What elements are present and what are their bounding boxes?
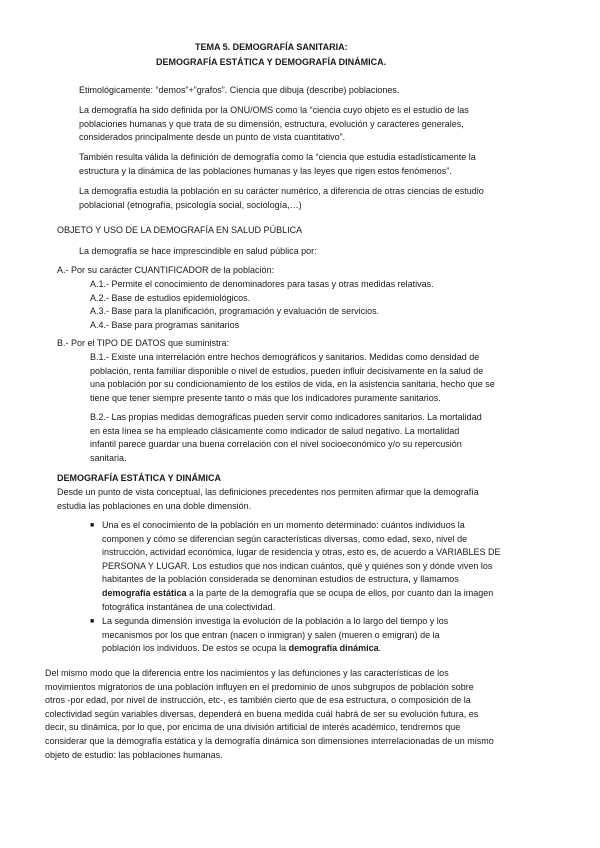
- text-line: La segunda dimensión investiga la evolución de la población a lo largo del tiempo y los: [102, 616, 449, 626]
- text-line: poblaciones humanas y que trata de su dimensión, estructura, evolución y caracteres generales,: [79, 118, 464, 129]
- text-line: La demografía ha sido definida por la ONU/OMS como la “ciencia cuyo objeto es el estudio de las: [79, 105, 469, 115]
- text-line: considerados principalmente desde un punto de vista cuantitativo”.: [79, 132, 346, 143]
- text-line: estructura y la dinámica de las poblaciones humanas y las leyes que rigen estos fenómenos”.: [79, 165, 452, 176]
- text-line: Desde un punto de vista conceptual, las definiciones precedentes nos permiten afirmar que la demografía: [57, 487, 479, 497]
- text-line: considerar que la demografía estática y la demografía dinámica son dimensiones interrelacionadas de un mismo: [45, 735, 494, 746]
- text-line: poblacional (etnografía, psicología social, sociología,…): [79, 199, 302, 210]
- text-line: infantil parece guardar una buena correlación con el nivel socioeconómico y/o su repercusión: [90, 439, 462, 450]
- text-line: [102, 642, 448, 656]
- list-item: A.3.- Base para la planificación, programación y evaluación de servicios.: [90, 306, 380, 317]
- text-line: estudia las poblaciones en una doble dimensión.: [57, 500, 252, 511]
- intro-definition-onu: [79, 104, 469, 145]
- text-line: B.2.- Las propias medidas demográficas pueden servir como indicadores sanitarios. La mortalidad: [90, 412, 482, 422]
- text-span: a la parte de la demografía que se ocupa de ellos, por cuanto dan la imagen: [186, 587, 494, 598]
- text-line: La demografía estudia la población en su carácter numérico, a diferencia de otras ciencias de estudio: [79, 186, 484, 196]
- text-span: .: [378, 643, 382, 654]
- intro-definition-statistics: [79, 151, 476, 178]
- b2-paragraph: [90, 411, 482, 465]
- text-line: mecanismos por los que entran (nacen o inmigran) y salen (mueren o emigran) de la: [102, 629, 440, 640]
- title-line-2: DEMOGRAFÍA ESTÁTICA Y DEMOGRAFÍA DINÁMICA.: [156, 57, 387, 67]
- text-line: B.1.- Existe una interrelación entre hechos demográficos y sanitarios. Medidas como densidad de: [90, 352, 480, 362]
- intro-etymology: [79, 84, 399, 98]
- text-line: objeto de estudio: las poblaciones humanas.: [45, 749, 223, 760]
- list-item: A.4.- Base para programas sanitarios: [90, 319, 240, 330]
- section-heading-estatica: DEMOGRAFÍA ESTÁTICA Y DINÁMICA: [57, 473, 222, 483]
- text-line: población, renta familiar disponible o nivel de estudios, pueden influir decisivamente en la salud de: [90, 365, 484, 376]
- square-bullet-icon: ■: [90, 618, 95, 625]
- bullet-estatica: [102, 519, 501, 614]
- b1-paragraph: [90, 351, 495, 405]
- intro-numeric-character: [79, 185, 484, 212]
- text-line: una población por su condicionamiento de los estilos de vida, en la asistencia sanitaria, hecho que se: [90, 379, 495, 390]
- text-line: instrucción, actividad económica, lugar de residencia y otras, esto es, de acuerdo a VARIABLES DE: [102, 547, 501, 558]
- text-line: movimientos migratorios de una población influyen en el predominio de unos subgrupos de población sobre: [45, 681, 474, 692]
- text-line: en esta línea se ha empleado clásicamente como indicador de salud negativo. La mortalidad: [90, 425, 460, 436]
- list-item: A.2.- Base de estudios epidemiológicos.: [90, 292, 251, 303]
- objeto-lead: La demografía se hace imprescindible en salud pública por:: [79, 246, 317, 256]
- text-line: PERSONA Y LUGAR. Los estudios que nos indican cuántos, qué y quiénes son y dónde viven los: [102, 560, 493, 571]
- text-line: También resulta válida la definición de demografía como la “ciencia que estudia estadísticamente la: [79, 152, 476, 162]
- b-heading: B.- Por el TIPO DE DATOS que suministra:: [57, 338, 230, 348]
- text-line: sanitaria.: [90, 452, 127, 463]
- text-line: Una es el conocimiento de la población en un momento determinado: cuántos individuos la: [102, 520, 465, 530]
- list-item: A.1.- Permite el conocimiento de denominadores para tasas y otras medidas relativas.: [90, 279, 434, 289]
- term-demografia-dinamica: demografía dinámica: [288, 643, 379, 654]
- a-items-list: [90, 278, 434, 332]
- text-line: [102, 587, 501, 601]
- text-line: tiene que tener siempre presente tanto o más que los indicadores puramente sanitarios.: [90, 392, 441, 403]
- term-demografia-estatica: demografía estática: [102, 587, 187, 598]
- text-line: otros -por edad, por nivel de instrucción, etc-, es también cierto que de esa estructura, o composición de la: [45, 695, 471, 706]
- title-line-1: TEMA 5. DEMOGRAFÍA SANITARIA:: [195, 42, 348, 52]
- text-line: decir, su dinámica, por lo que, por encima de una división artificial de interés académico, tendremos que: [45, 722, 461, 733]
- text-line: Del mismo modo que la diferencia entre los nacimientos y las defunciones y las características de los: [45, 668, 449, 678]
- section-heading-objeto: OBJETO Y USO DE LA DEMOGRAFÍA EN SALUD PÚBLICA: [57, 225, 303, 235]
- text-line: fotográfica instantánea de una colectividad.: [102, 601, 276, 612]
- text-line: habitantes de la población considerada se denominan estudios de estructura, y llamamos: [102, 574, 459, 585]
- closing-paragraph: [45, 667, 494, 762]
- text-line: componen y cómo se diferencian según características diversas, como edad, sexo, nivel de: [102, 533, 468, 544]
- text-span: población los individuos. De estos se ocupa la: [102, 643, 289, 654]
- a-heading: A.- Por su carácter CUANTIFICADOR de la población:: [57, 265, 275, 275]
- text-line: Etimológicamente: “demos”+”grafos”. Ciencia que dibuja (describe) poblaciones.: [79, 85, 400, 95]
- estatica-lead: [57, 486, 479, 513]
- square-bullet-icon: ■: [90, 522, 95, 529]
- bullet-dinamica: [102, 615, 448, 656]
- text-line: colectividad según variables diversas, dependerá en buena medida cuál habrá de ser su evolución futura, es: [45, 708, 479, 719]
